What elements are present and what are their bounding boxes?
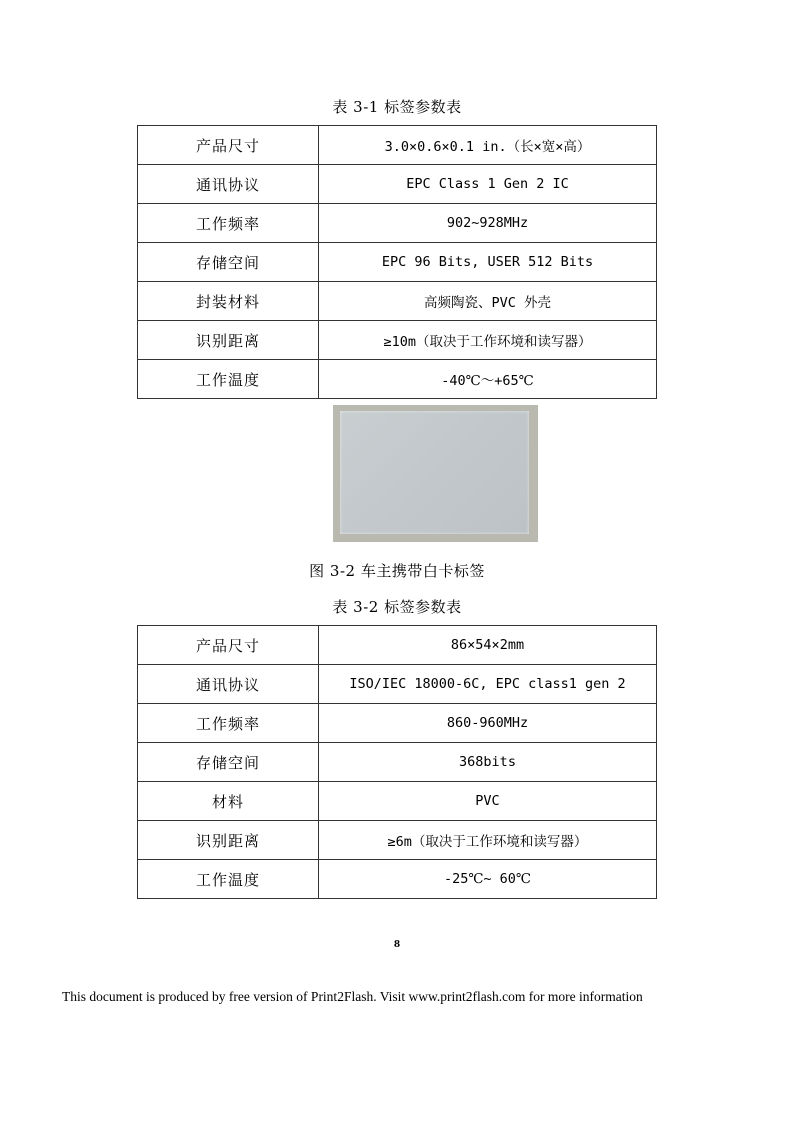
- param-value: 高频陶瓷、PVC 外壳: [319, 282, 657, 321]
- param-value: -40℃～+65℃: [319, 360, 657, 399]
- param-value: 368bits: [319, 743, 657, 782]
- figure-caption: 图 3-2 车主携带白卡标签: [309, 562, 485, 580]
- table-row: [138, 360, 657, 399]
- table-row: [138, 821, 657, 860]
- param-label: 产品尺寸: [138, 626, 319, 665]
- table-row: [138, 282, 657, 321]
- table-row: [138, 860, 657, 899]
- table-row: [138, 665, 657, 704]
- param-label: 材料: [138, 782, 319, 821]
- white-card: [340, 411, 529, 534]
- table-row: [138, 782, 657, 821]
- param-label: 工作温度: [138, 860, 319, 899]
- param-label: 工作频率: [138, 204, 319, 243]
- param-value: 902~928MHz: [319, 204, 657, 243]
- table-row: [138, 626, 657, 665]
- table2-caption: 表 3-2 标签参数表: [332, 598, 462, 616]
- param-label: 存储空间: [138, 243, 319, 282]
- table-row: [138, 743, 657, 782]
- param-value: ISO/IEC 18000-6C, EPC class1 gen 2: [319, 665, 657, 704]
- tag-params-table-2: [137, 625, 657, 899]
- table-row: [138, 165, 657, 204]
- table-row: [138, 243, 657, 282]
- page-number: 8: [393, 940, 401, 950]
- param-value: -25℃~ 60℃: [319, 860, 657, 899]
- param-label: 存储空间: [138, 743, 319, 782]
- table-row: [138, 126, 657, 165]
- param-label: 识别距离: [138, 321, 319, 360]
- table1-caption: 表 3-1 标签参数表: [332, 98, 462, 116]
- param-label: 产品尺寸: [138, 126, 319, 165]
- param-value: ≥6m（取决于工作环境和读写器）: [319, 821, 657, 860]
- param-label: 工作温度: [138, 360, 319, 399]
- tag-params-table-1: [137, 125, 657, 399]
- table-row: [138, 704, 657, 743]
- param-label: 封装材料: [138, 282, 319, 321]
- param-label: 通讯协议: [138, 665, 319, 704]
- param-value: EPC Class 1 Gen 2 IC: [319, 165, 657, 204]
- table-row: [138, 321, 657, 360]
- param-value: 86×54×2mm: [319, 626, 657, 665]
- white-card-tag-photo: [333, 405, 538, 542]
- param-value: 3.0×0.6×0.1 in.（长×宽×高）: [319, 126, 657, 165]
- param-value: EPC 96 Bits, USER 512 Bits: [319, 243, 657, 282]
- param-label: 工作频率: [138, 704, 319, 743]
- param-value: 860-960MHz: [319, 704, 657, 743]
- param-label: 通讯协议: [138, 165, 319, 204]
- table-row: [138, 204, 657, 243]
- param-value: ≥10m（取决于工作环境和读写器）: [319, 321, 657, 360]
- param-value: PVC: [319, 782, 657, 821]
- footer-notice: This document is produced by free version of Print2Flash. Visit www.print2flash.com for more information: [62, 989, 643, 1004]
- param-label: 识别距离: [138, 821, 319, 860]
